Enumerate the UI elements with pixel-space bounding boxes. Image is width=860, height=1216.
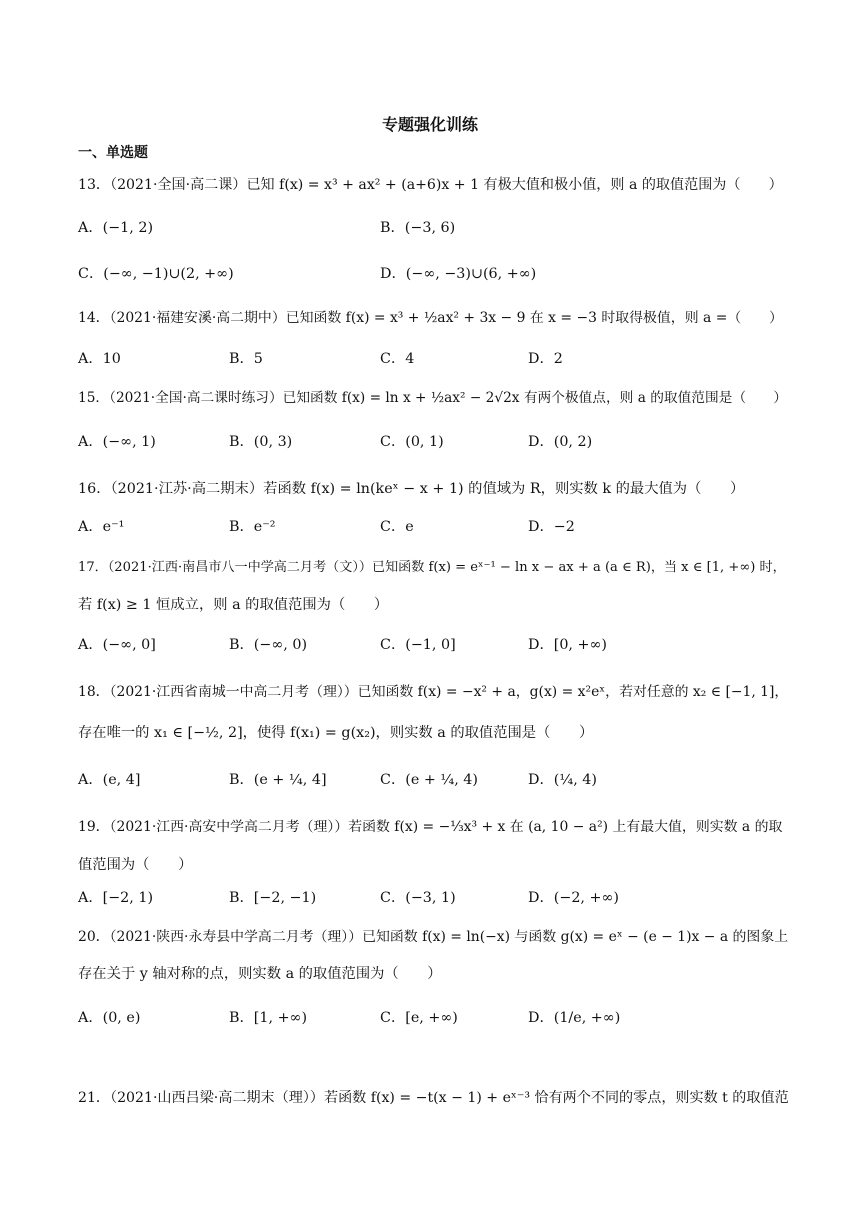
page-title: 专题强化训练	[381, 115, 478, 134]
question-13-option-d[interactable]: D．(−∞, −3)∪(6, +∞)	[380, 266, 537, 282]
question-13-option-a[interactable]: A．(−1, 2)	[78, 220, 154, 236]
question-19-stem-line-2: 值范围为（ ）	[78, 857, 193, 873]
question-21-stem: 21．（2021·山西吕梁·高二期末（理））若函数 f(x) = −t(x − 1) + eˣ⁻³ 恰有两个不同的零点，则实数 t 的取值范	[78, 1090, 789, 1106]
section-heading: 一、单选题	[78, 145, 148, 161]
question-18-option-a[interactable]: A．(e, 4]	[78, 772, 141, 788]
question-17-stem-line-2: 若 f(x) ≥ 1 恒成立，则 a 的取值范围为（ ）	[78, 597, 389, 613]
question-14-option-d[interactable]: D．2	[528, 351, 563, 367]
question-19-stem: 19．（2021·江西·高安中学高二月考（理））若函数 f(x) = −⅓x³ + x 在 (a, 10 − a²) 上有最大值，则实数 a 的取	[78, 819, 783, 835]
question-16-option-d[interactable]: D．−2	[528, 519, 575, 535]
question-14-option-b[interactable]: B．5	[229, 351, 263, 367]
question-13-stem: 13．（2021·全国·高二课）已知 f(x) = x³ + ax² + (a+6)x + 1 有极大值和极小值，则 a 的取值范围为（ ）	[78, 177, 783, 193]
question-18-option-c[interactable]: C．(e + ¼, 4)	[380, 772, 478, 788]
question-15-option-c[interactable]: C．(0, 1)	[380, 434, 444, 450]
question-20-stem-line-2: 存在关于 y 轴对称的点，则实数 a 的取值范围为（ ）	[78, 966, 442, 982]
question-17-option-b[interactable]: B．(−∞, 0)	[229, 637, 308, 653]
question-18-option-b[interactable]: B．(e + ¼, 4]	[229, 772, 327, 788]
question-16-option-a[interactable]: A．e⁻¹	[78, 519, 125, 535]
question-17-option-d[interactable]: D．[0, +∞)	[528, 637, 607, 653]
question-14-option-a[interactable]: A．10	[78, 351, 121, 367]
question-18-option-d[interactable]: D．(¼, 4)	[528, 772, 597, 788]
question-15-option-a[interactable]: A．(−∞, 1)	[78, 434, 156, 450]
question-16-option-b[interactable]: B．e⁻²	[229, 519, 276, 535]
question-17-stem: 17．（2021·江西·南昌市八一中学高二月考（文））已知函数 f(x) = eˣ⁻¹ − ln x − ax + a (a ∈ R)，当 x ∈ [1, +∞) 时，	[78, 560, 786, 575]
question-18-stem-line-2: 存在唯一的 x₁ ∈ [−½, 2]，使得 f(x₁) = g(x₂)，则实数 a 的取值范围是（ ）	[78, 725, 594, 741]
question-15-option-b[interactable]: B．(0, 3)	[229, 434, 293, 450]
question-20-option-d[interactable]: D．(1/e, +∞)	[528, 1010, 621, 1026]
question-20-stem: 20．（2021·陕西·永寿县中学高二月考（理））已知函数 f(x) = ln(−x) 与函数 g(x) = eˣ − (e − 1)x − a 的图象上	[78, 929, 789, 945]
question-20-option-a[interactable]: A．(0, e)	[78, 1010, 141, 1026]
question-20-option-b[interactable]: B．[1, +∞)	[229, 1010, 308, 1026]
question-15-option-d[interactable]: D．(0, 2)	[528, 434, 593, 450]
question-18-stem: 18．（2021·江西省南城一中高二月考（理））已知函数 f(x) = −x² + a，g(x) = x²eˣ，若对任意的 x₂ ∈ [−1, 1]，	[78, 684, 789, 700]
question-17-option-a[interactable]: A．(−∞, 0]	[78, 637, 156, 653]
question-14-option-c[interactable]: C．4	[380, 351, 415, 367]
question-15-stem: 15．（2021·全国·高二课时练习）已知函数 f(x) = ln x + ½ax² − 2√2x 有两个极值点，则 a 的取值范围是（ ）	[78, 390, 788, 406]
question-19-option-b[interactable]: B．[−2, −1)	[229, 890, 317, 906]
question-13-option-b[interactable]: B．(−3, 6)	[380, 220, 456, 236]
question-19-option-c[interactable]: C．(−3, 1)	[380, 890, 456, 906]
question-20-option-c[interactable]: C．[e, +∞)	[380, 1010, 458, 1026]
question-14-stem: 14．（2021·福建安溪·高二期中）已知函数 f(x) = x³ + ½ax² + 3x − 9 在 x = −3 时取得极值，则 a =（ ）	[78, 310, 783, 326]
question-17-option-c[interactable]: C．(−1, 0]	[380, 637, 456, 653]
question-19-option-d[interactable]: D．(−2, +∞)	[528, 890, 619, 906]
question-19-option-a[interactable]: A．[−2, 1)	[78, 890, 154, 906]
question-16-option-c[interactable]: C．e	[380, 519, 414, 535]
question-13-option-c[interactable]: C．(−∞, −1)∪(2, +∞)	[78, 266, 234, 282]
question-16-stem: 16．（2021·江苏·高二期末）若函数 f(x) = ln(keˣ − x + 1) 的值域为 R，则实数 k 的最大值为（ ）	[78, 481, 745, 497]
